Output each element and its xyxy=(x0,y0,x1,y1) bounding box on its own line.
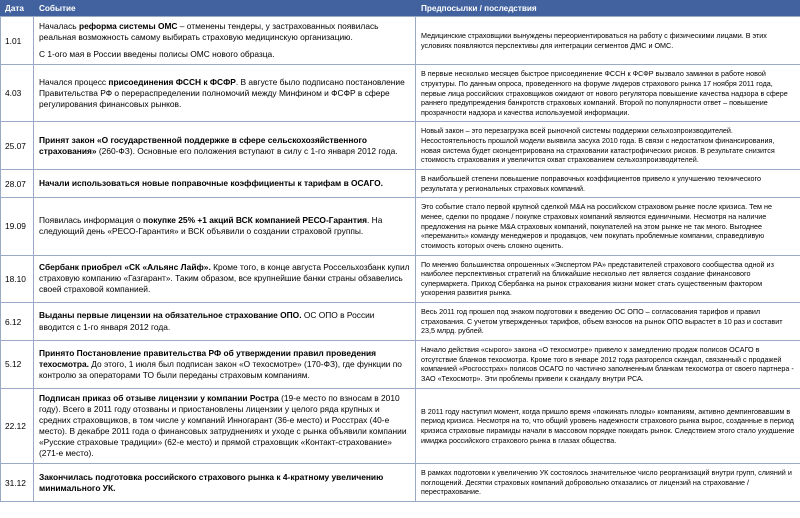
consequences-text: В наибольшей степени повышение поправочных коэффициентов привело к улучшению технического результата у региональных страховых компаний. xyxy=(421,174,761,193)
column-header-consequences: Предпосылки / последствия xyxy=(416,1,800,17)
cell-consequences xyxy=(416,303,800,341)
consequences-text: В первые несколько месяцев быстрое присоединение ФССН к ФСФР вызвало заминки в работе новой структуры. По данным опроса, проведенного на форуме лидеров страхового рынка 17 ноября 2011 года, первые лица российских страховщиков ожидают от нового регулятора повышение качества надзора в сфере раннего предупреждения банкротств страховых компаний. Второй по популярности ответ – повышение прозрачности надзора и качества используемой информации. xyxy=(421,69,788,117)
event-text-highlight: покупке 25% +1 акций ВСК компанией РЕСО-Гарантия xyxy=(143,215,367,226)
cell-event xyxy=(34,464,416,502)
event-text-rest: (19-е место по взносам в 2010 году). Всего в 2011 году отозваны и приостановлены лицензии у целого ряда крупных и средних страховщиков, в том числе у компаний Инногарант (36-е место) и Росстрах (40-е место). В декабре 2011 года о финансовых затруднениях и уходе с рынка объявили компании «Русские страховые традиции» (62-е место) и прямой страховщик «Контакт-страхование» (271-е место). xyxy=(39,392,407,459)
column-header-event: Событие xyxy=(34,1,416,17)
cell-date: 5.12 xyxy=(1,341,34,389)
event-text-lead: Начался процесс xyxy=(39,76,109,87)
event-text-highlight: Принято Постановление правительства РФ об утверждении правил проведения техосмотра. xyxy=(39,347,377,369)
event-text-highlight: реформа системы ОМС xyxy=(78,21,178,31)
table-row xyxy=(1,341,800,389)
consequences-text: Начало действия «сырого» закона «О техосмотре» привело к замедлению продаж полисов ОСАГО в отсутствие бланков техосмотра. Кроме того в январе 2012 года разгорелся скандал, связанный с продажей компанией «Росгосстрах» полисов ОСАГО по частично заполненным бланкам техосмотра от своего партнера - ЗАО «Техосмотр». Эти проблемы привели к скандалу внутри РСА. xyxy=(421,345,794,383)
cell-date: 4.03 xyxy=(1,65,34,122)
event-text-rest: . На следующий день «РЕСО-Гарантия» и ВСК объявили о создании страховой группы. xyxy=(39,215,383,237)
event-text-rest: ОС ОПО в России вводится с 1-го января 2012 года. xyxy=(39,310,375,332)
cell-date: 1.01 xyxy=(1,17,34,65)
table-row xyxy=(1,198,800,255)
event-text-highlight: Принят закон «О государственной поддержке в сфере сельскохозяйственного страхования» xyxy=(39,134,368,156)
event-paragraph xyxy=(39,215,410,237)
cell-event xyxy=(34,17,416,65)
table-row xyxy=(1,388,800,464)
event-text-highlight: Выданы первые лицензии на обязательное страхование ОПО. xyxy=(39,310,302,321)
consequences-text: Это событие стало первой крупной сделкой M&A на российском страховом рынке после кризиса. Тем не менее, сделки по продаже / покупке страховых компаний являются единичными. Несмотря на наличие предложения на рынке M&A страховых компаний, покупателей на этом рынке не так много. Выгоднее «переманить» команду менеджеров и продавцов, чем покупать проблемные компании, справедливую стоимость которых очень сложно оценить. xyxy=(421,202,772,250)
event-text-rest: . В августе было подписано постановление Правительства РФ о перераспределении полномочий между Минфином и ФСФР в сфере регулирования финансовых рынков. xyxy=(39,76,405,109)
table-row xyxy=(1,255,800,303)
consequences-text: Новый закон – это перезагрузка всей рыночной системы поддержки сельхозпроизводителей. Несостоятельность прошлой модели выявила засуха 2010 года. В связи с недостатком финансирования, новая система будет сконцентрирована на страховании катастрофических рисков. В результате снизится стоимость страхования и увеличится охват страхованием сельхозпроизводителей. xyxy=(421,126,775,165)
event-text-lead: Появилась информация о xyxy=(39,215,144,226)
table-row xyxy=(1,303,800,341)
table-row xyxy=(1,170,800,198)
event-paragraph xyxy=(39,262,410,295)
cell-event xyxy=(34,388,416,464)
cell-date: 25.07 xyxy=(1,122,34,170)
cell-consequences xyxy=(416,17,800,65)
cell-consequences xyxy=(416,388,800,464)
event-paragraph xyxy=(39,178,410,189)
event-paragraph xyxy=(39,393,410,460)
event-text-rest: (260-ФЗ). Основные его положения вступают в силу с 1-го января 2012 года. xyxy=(96,145,398,156)
cell-date: 18.10 xyxy=(1,255,34,303)
table-row xyxy=(1,464,800,502)
cell-event xyxy=(34,303,416,341)
cell-date: 19.09 xyxy=(1,198,34,255)
event-paragraph xyxy=(39,77,410,110)
table-body xyxy=(1,17,800,502)
cell-event xyxy=(34,65,416,122)
event-paragraph xyxy=(39,135,410,157)
consequences-text: В 2011 году наступил момент, когда пришло время «пожинать плоды» компаниям, активно демпинговавшим в период кризиса. Несмотря на то, что общий уровень надежности страхового рынка вырос, созданные в период кризиса страховые пирамиды начали в массовом порядке покидать рынок. Следствием этого стало ухудшение имиджа российского страхового рынка в глазах общества. xyxy=(421,406,795,445)
event-text-rest: – отменены тендеры, у застрахованных появилась реальная возможность самому выбирать страховую медицинскую организацию. xyxy=(39,21,379,43)
table-header xyxy=(1,1,800,17)
cell-date: 6.12 xyxy=(1,303,34,341)
event-paragraph xyxy=(39,21,410,43)
consequences-text: Медицинские страховщики вынуждены переориентироваться на работу с физическими лицами. В этих условиях появляются перспективы для интеграции сегментов ДМС и ОМС. xyxy=(421,31,767,50)
consequences-text: По мнению большинства опрошенных «Экспертом РА» представителей страхового сообщества одной из наиболее перспективных стратегий на ближайшие несколько лет является создание финансового супермаркета. Приход Сбербанка на рынок страхования жизни может стать существенным фактором ускорения развития рынка. xyxy=(421,259,774,298)
cell-consequences xyxy=(416,65,800,122)
cell-date: 22.12 xyxy=(1,388,34,464)
event-paragraph xyxy=(39,310,410,332)
event-text-lead: Началась xyxy=(39,21,79,31)
table-header-row xyxy=(1,1,800,17)
consequences-text: В рамках подготовки к увеличению УК состоялось значительное число реорганизаций внутри групп, слияний и поглощений. Десятки страховых компаний добровольно отказались от лицензий на страхование / перестрахование. xyxy=(421,468,792,497)
event-paragraph xyxy=(39,472,410,494)
event-text-highlight: Подписан приказ об отзыве лицензии у компании Ростра xyxy=(39,392,279,403)
event-text-highlight: Закончилась подготовка российского страхового рынка к 4-кратному увеличению минимального УК. xyxy=(39,471,384,493)
table-row xyxy=(1,17,800,65)
cell-event xyxy=(34,170,416,198)
event-paragraph xyxy=(39,348,410,381)
event-text-rest: Кроме того, в конце августа Россельхозбанк купил страховую компанию «Газгарант». Таким образом, все крупнейшие банки страны обзавелись своей страховой компанией. xyxy=(39,262,410,295)
event-paragraph-secondary: С 1-ого мая в России введены полисы ОМС нового образца. xyxy=(39,49,275,60)
cell-consequences xyxy=(416,198,800,255)
cell-consequences xyxy=(416,341,800,389)
event-text-highlight: Сбербанк приобрел «СК «Альянс Лайф». xyxy=(39,262,211,273)
cell-event xyxy=(34,341,416,389)
cell-event xyxy=(34,122,416,170)
cell-event xyxy=(34,198,416,255)
cell-consequences xyxy=(416,170,800,198)
table-row xyxy=(1,122,800,170)
consequences-text: Весь 2011 год прошел под знаком подготовки к введению ОС ОПО – согласования тарифов и правил страхования. С учетом утвержденных тарифов, объем взносов на рынок ОПО вырастет в 10 раз и составит 23,5 млрд. рублей. xyxy=(421,307,783,336)
cell-consequences xyxy=(416,255,800,303)
event-text-rest: До этого, 1 июля был подписан закон «О техосмотре» (170-ФЗ), где функции по контролю за операторами ТО были переданы страховым компаниям. xyxy=(39,358,402,380)
event-text-highlight: Начали использоваться новые поправочные коэффициенты к тарифам в ОСАГО. xyxy=(39,178,383,189)
cell-consequences xyxy=(416,122,800,170)
cell-date: 31.12 xyxy=(1,464,34,502)
cell-event xyxy=(34,255,416,303)
cell-consequences xyxy=(416,464,800,502)
event-text-highlight: присоединения ФССН к ФСФР xyxy=(108,76,236,87)
table-row xyxy=(1,65,800,122)
column-header-date: Дата xyxy=(1,1,34,17)
cell-date: 28.07 xyxy=(1,170,34,198)
